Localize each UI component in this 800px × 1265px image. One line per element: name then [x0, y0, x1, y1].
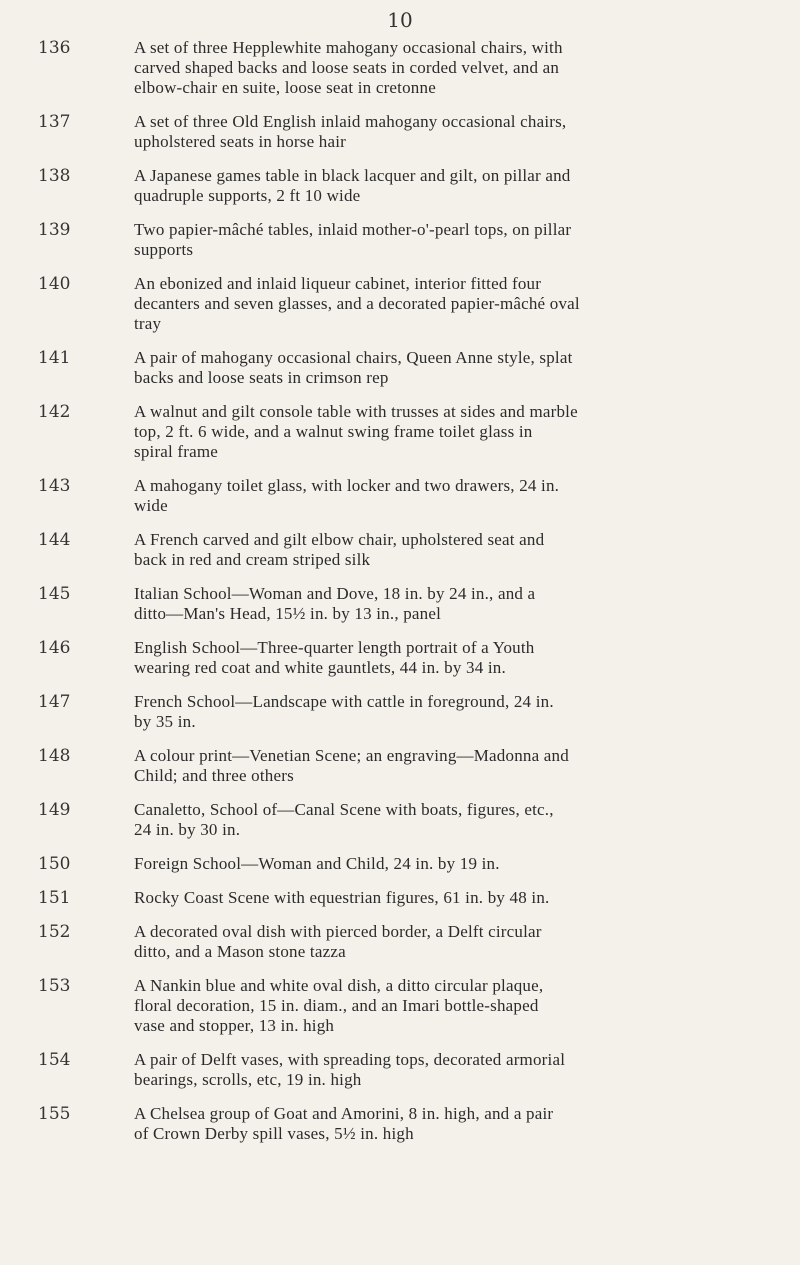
- lot-number: 137: [38, 112, 71, 132]
- lot-entry: [0, 1050, 800, 1090]
- lot-entry: [0, 1104, 800, 1144]
- lot-description: Canaletto, School of—Canal Scene with boats, figures, etc., 24 in. by 30 in.: [134, 800, 554, 839]
- lot-description: A set of three Old English inlaid mahogany occasional chairs, upholstered seats in horse hair: [134, 112, 567, 151]
- lot-description: A set of three Hepplewhite mahogany occasional chairs, with carved shaped backs and loose seats in corded velvet, and an elbow-chair en suite, loose seat in cretonne: [134, 38, 563, 97]
- lot-description: An ebonized and inlaid liqueur cabinet, interior fitted four decanters and seven glasses, and a decorated papier-mâché oval tray: [134, 274, 580, 333]
- lot-number: 139: [38, 220, 71, 240]
- lot-number: 147: [38, 692, 71, 712]
- lot-number: 150: [38, 854, 71, 874]
- lot-entry: [0, 274, 800, 334]
- lot-number: 136: [38, 38, 71, 58]
- lot-number: 145: [38, 584, 71, 604]
- lot-number: 155: [38, 1104, 71, 1124]
- lot-description: A Chelsea group of Goat and Amorini, 8 in. high, and a pair of Crown Derby spill vases, 5½ in. high: [134, 1104, 554, 1143]
- lot-number: 152: [38, 922, 71, 942]
- lot-entry: [0, 584, 800, 624]
- lot-number: 149: [38, 800, 71, 820]
- lot-entry: [0, 888, 800, 908]
- lot-number: 142: [38, 402, 71, 422]
- lot-number: 153: [38, 976, 71, 996]
- lot-description: A French carved and gilt elbow chair, upholstered seat and back in red and cream striped silk: [134, 530, 545, 569]
- lot-entry: [0, 976, 800, 1036]
- lot-description: A Nankin blue and white oval dish, a ditto circular plaque, floral decoration, 15 in. diam., and an Imari bottle-shaped vase and stopper, 13 in. high: [134, 976, 544, 1035]
- lot-description: A colour print—Venetian Scene; an engraving—Madonna and Child; and three others: [134, 746, 569, 785]
- lot-entry: [0, 220, 800, 260]
- lot-entry: [0, 692, 800, 732]
- lot-description: A pair of Delft vases, with spreading tops, decorated armorial bearings, scrolls, etc, 19 in. high: [134, 1050, 566, 1089]
- lot-number: 146: [38, 638, 71, 658]
- lot-number: 144: [38, 530, 71, 550]
- lot-list: [0, 38, 800, 1158]
- lot-number: 154: [38, 1050, 71, 1070]
- lot-description: Rocky Coast Scene with equestrian figures, 61 in. by 48 in.: [134, 888, 550, 907]
- lot-description: A pair of mahogany occasional chairs, Queen Anne style, splat backs and loose seats in crimson rep: [134, 348, 573, 387]
- lot-entry: [0, 922, 800, 962]
- lot-entry: [0, 638, 800, 678]
- lot-description: Italian School—Woman and Dove, 18 in. by 24 in., and a ditto—Man's Head, 15½ in. by 13 in., panel: [134, 584, 536, 623]
- lot-entry: [0, 746, 800, 786]
- lot-description: Foreign School—Woman and Child, 24 in. by 19 in.: [134, 854, 500, 873]
- lot-entry: [0, 800, 800, 840]
- lot-description: A mahogany toilet glass, with locker and two drawers, 24 in. wide: [134, 476, 560, 515]
- lot-description: French School—Landscape with cattle in foreground, 24 in. by 35 in.: [134, 692, 554, 731]
- lot-number: 138: [38, 166, 71, 186]
- lot-number: 151: [38, 888, 71, 908]
- lot-entry: [0, 476, 800, 516]
- lot-number: 141: [38, 348, 71, 368]
- lot-description: A decorated oval dish with pierced border, a Delft circular ditto, and a Mason stone tazza: [134, 922, 542, 961]
- lot-entry: [0, 166, 800, 206]
- lot-entry: [0, 38, 800, 98]
- lot-number: 140: [38, 274, 71, 294]
- lot-description: English School—Three-quarter length portrait of a Youth wearing red coat and white gauntlets, 44 in. by 34 in.: [134, 638, 535, 677]
- lot-entry: [0, 530, 800, 570]
- lot-entry: [0, 402, 800, 462]
- lot-description: A walnut and gilt console table with trusses at sides and marble top, 2 ft. 6 wide, and a walnut swing frame toilet glass in spiral frame: [134, 402, 578, 461]
- lot-description: A Japanese games table in black lacquer and gilt, on pillar and quadruple supports, 2 ft 10 wide: [134, 166, 571, 205]
- lot-number: 148: [38, 746, 71, 766]
- page-number: 10: [387, 8, 413, 32]
- lot-description: Two papier-mâché tables, inlaid mother-o'-pearl tops, on pillar supports: [134, 220, 572, 259]
- lot-entry: [0, 112, 800, 152]
- lot-entry: [0, 854, 800, 874]
- lot-number: 143: [38, 476, 71, 496]
- lot-entry: [0, 348, 800, 388]
